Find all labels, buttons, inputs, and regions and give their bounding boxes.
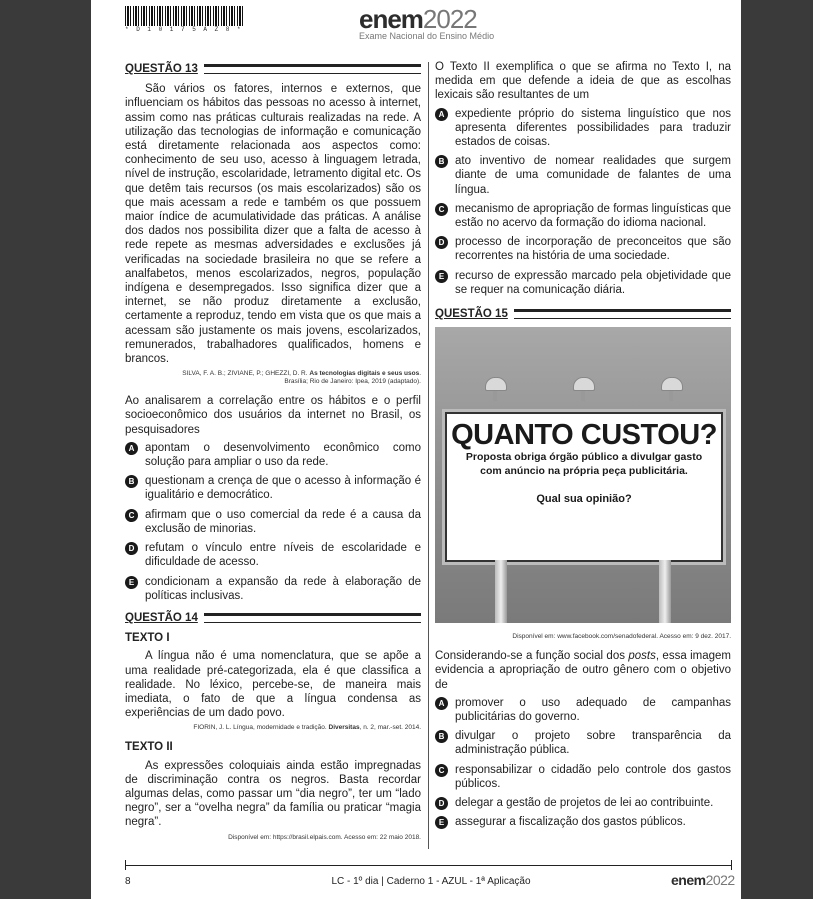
q13-option-b[interactable] <box>125 474 421 502</box>
q13-prompt: Ao analisarem a correlação entre os hábitos e o perfil socioeconômico dos usuários da internet no Brasil, os pesquisadores <box>125 395 421 436</box>
q13-citation: SILVA, F. A. B.; ZIVIANE, P.; GHEZZI, D. R. As tecnologias digitais e seus usos. Brasília; Rio de Janeiro: Ipea, 2019 (adaptado). <box>182 370 421 386</box>
option-text: ato inventivo de nomear realidades que surgem diante de uma comunidade de falantes de uma língua. <box>455 155 731 196</box>
footer-tick <box>731 860 732 870</box>
option-text: questionam a crença de que o acesso à informação é igualitário e democrático. <box>145 475 421 502</box>
barcode <box>125 6 245 26</box>
option-text: divulgar o projeto sobre transparência da administração pública. <box>455 730 731 757</box>
q13-option-c[interactable] <box>125 508 421 536</box>
q13-options <box>125 441 421 603</box>
billboard-subtitle: Proposta obriga órgão público a divulgar gasto com anúncio na própria peça publicitária. <box>465 451 703 478</box>
q14-prompt: O Texto II exemplifica o que se afirma no Texto I, na medida em que defende a ideia de que as escolhas lexicais são resultantes de um <box>435 61 731 102</box>
q14-option-a[interactable] <box>435 107 731 150</box>
option-letter-badge: D <box>125 542 138 555</box>
q15-option-d[interactable] <box>435 796 731 810</box>
exam-page <box>91 0 741 899</box>
q13-option-a[interactable] <box>125 441 421 469</box>
option-letter-badge: E <box>125 576 138 589</box>
lamp <box>573 377 595 391</box>
barcode-number: * D 1 0 1 7 5 A Z 8 * <box>125 26 243 33</box>
q15-option-b[interactable] <box>435 729 731 757</box>
option-text: promover o uso adequado de campanhas publicitárias do governo. <box>455 696 731 724</box>
option-text: assegurar a fiscalização dos gastos públicos. <box>455 816 686 829</box>
billboard-question: Qual sua opinião? <box>536 493 632 506</box>
texto-1-citation: FIORIN, J. L. Língua, modernidade e tradição. Diversitas, n. 2, mar.-set. 2014. <box>193 724 421 732</box>
question-15-heading: QUESTÃO 15 <box>435 307 731 321</box>
question-13-heading: QUESTÃO 13 <box>125 62 421 76</box>
q15-options <box>435 696 731 830</box>
option-text: recurso de expressão marcado pela objetividade que se requer na comunicação diária. <box>455 269 731 296</box>
column-divider <box>428 62 429 849</box>
q15-prompt: Considerando-se a função social dos posts, essa imagem evidencia a apropriação de outro gênero com o objetivo de <box>435 650 731 691</box>
billboard-image <box>435 327 731 623</box>
q14-option-d[interactable] <box>435 235 731 263</box>
billboard-post <box>659 560 671 623</box>
footer-rule <box>125 865 731 866</box>
option-letter-badge: D <box>435 797 448 810</box>
texto-2-citation: Disponível em: https://brasil.elpais.com. Acesso em: 22 maio 2018. <box>228 833 421 841</box>
footer-logo: enem2022 <box>671 872 735 888</box>
option-text: apontam o desenvolvimento econômico como solução para ampliar o uso da rede. <box>145 441 421 469</box>
option-letter-badge: A <box>435 697 448 710</box>
texto-1-label: TEXTO I <box>125 632 170 645</box>
option-letter-badge: B <box>435 155 448 168</box>
option-letter-badge: A <box>435 108 448 121</box>
option-letter-badge: C <box>435 764 448 777</box>
q13-text: São vários os fatores, internos e externos, que influenciam os hábitos das pessoas no acesso à internet, assim como nas práticas culturais realizadas na rede. A utilização das tecnologias de informação e comunicação está diretamente relacionada aos aspectos como: conhecimento de seu uso, acesso à linguagem letrada, nível de instrução, escolaridade, letramento digital etc. Os que detêm tais recursos (os mais escolarizados) são os que mais acessam a rede e também os que possuem maior índice de acumulatividade das práticas. A análise dos dados nos possibilita dizer que a falta de acesso à rede repete as mesmas adversidades e exclusões já verificadas na sociedade brasileira no que se refere a analfabetos, menos escolarizados, negros, população indígena e desempregados. Isso significa dizer que a internet, se não produz diretamente a exclusão, certamente a reproduz, tendo em vista que os que mais a acessam são justamente os mais jovens, escolarizados, remunerados, trabalhadores qualificados, homens e brancos. <box>125 83 421 366</box>
footer-caption: LC - 1º dia | Caderno 1 - AZUL - 1ª Aplicação <box>331 876 531 887</box>
footer-tick <box>125 860 126 870</box>
lamp <box>661 377 683 391</box>
option-letter-badge: B <box>435 730 448 743</box>
logo-subtitle: Exame Nacional do Ensino Médio <box>359 31 495 41</box>
billboard <box>445 412 723 562</box>
lamp <box>485 377 507 391</box>
billboard-post <box>495 560 507 623</box>
enem-logo: enem2022 <box>359 4 477 34</box>
option-text: processo de incorporação de preconceitos que são recorrentes na história de uma sociedade. <box>455 236 731 263</box>
option-letter-badge: C <box>435 203 448 216</box>
q14-option-b[interactable] <box>435 154 731 197</box>
option-text: refutam o vínculo entre níveis de escolaridade e dificuldade de acesso. <box>145 542 421 569</box>
q15-option-e[interactable] <box>435 815 731 829</box>
texto-2: As expressões coloquiais ainda estão impregnadas de discriminação contra os negros. Basta recordar algumas delas, como passar um “dia negro”, ter um “lado negro”, ser a “ovelha negra” da família ou praticar “magia negra”. <box>125 759 421 829</box>
texto-2-label: TEXTO II <box>125 741 173 754</box>
option-letter-badge: C <box>125 509 138 522</box>
option-text: afirmam que o uso comercial da rede é a causa da exclusão de minorias. <box>145 508 421 535</box>
left-column <box>125 60 421 850</box>
billboard-title: QUANTO CUSTOU? <box>451 419 717 452</box>
q13-option-d[interactable] <box>125 541 421 569</box>
q14-options <box>435 107 731 297</box>
page-number: 8 <box>125 876 131 887</box>
option-text: delegar a gestão de projetos de lei ao contribuinte. <box>455 797 714 810</box>
question-14-heading: QUESTÃO 14 <box>125 611 421 625</box>
q13-option-e[interactable] <box>125 575 421 603</box>
q14-option-e[interactable] <box>435 269 731 297</box>
q15-option-c[interactable] <box>435 763 731 791</box>
q14-option-c[interactable] <box>435 202 731 230</box>
texto-1: A língua não é uma nomenclatura, que se apõe a uma realidade pré-categorizada, ela é que classifica a realidade. No léxico, percebe-se, de maneira mais imediata, o fato de que a língua condensa as experiências de um dado povo. <box>125 650 421 720</box>
option-text: responsabilizar o cidadão pelo controle dos gastos públicos. <box>455 763 731 790</box>
option-letter-badge: E <box>435 270 448 283</box>
right-column <box>435 60 731 834</box>
option-letter-badge: A <box>125 442 138 455</box>
option-letter-badge: D <box>435 236 448 249</box>
q15-option-a[interactable] <box>435 696 731 724</box>
option-letter-badge: B <box>125 475 138 488</box>
option-text: expediente próprio do sistema linguístico que nos apresenta diferentes possibilidades para traduzir estados de coisas. <box>455 107 731 149</box>
option-text: condicionam a expansão da rede à elaboração de políticas inclusivas. <box>145 575 421 602</box>
option-letter-badge: E <box>435 816 448 829</box>
image-citation: Disponível em: www.facebook.com/senadofederal. Acesso em: 9 dez. 2017. <box>512 633 731 641</box>
option-text: mecanismo de apropriação de formas linguísticas que estão no acervo da formação do idioma nacional. <box>455 202 731 230</box>
